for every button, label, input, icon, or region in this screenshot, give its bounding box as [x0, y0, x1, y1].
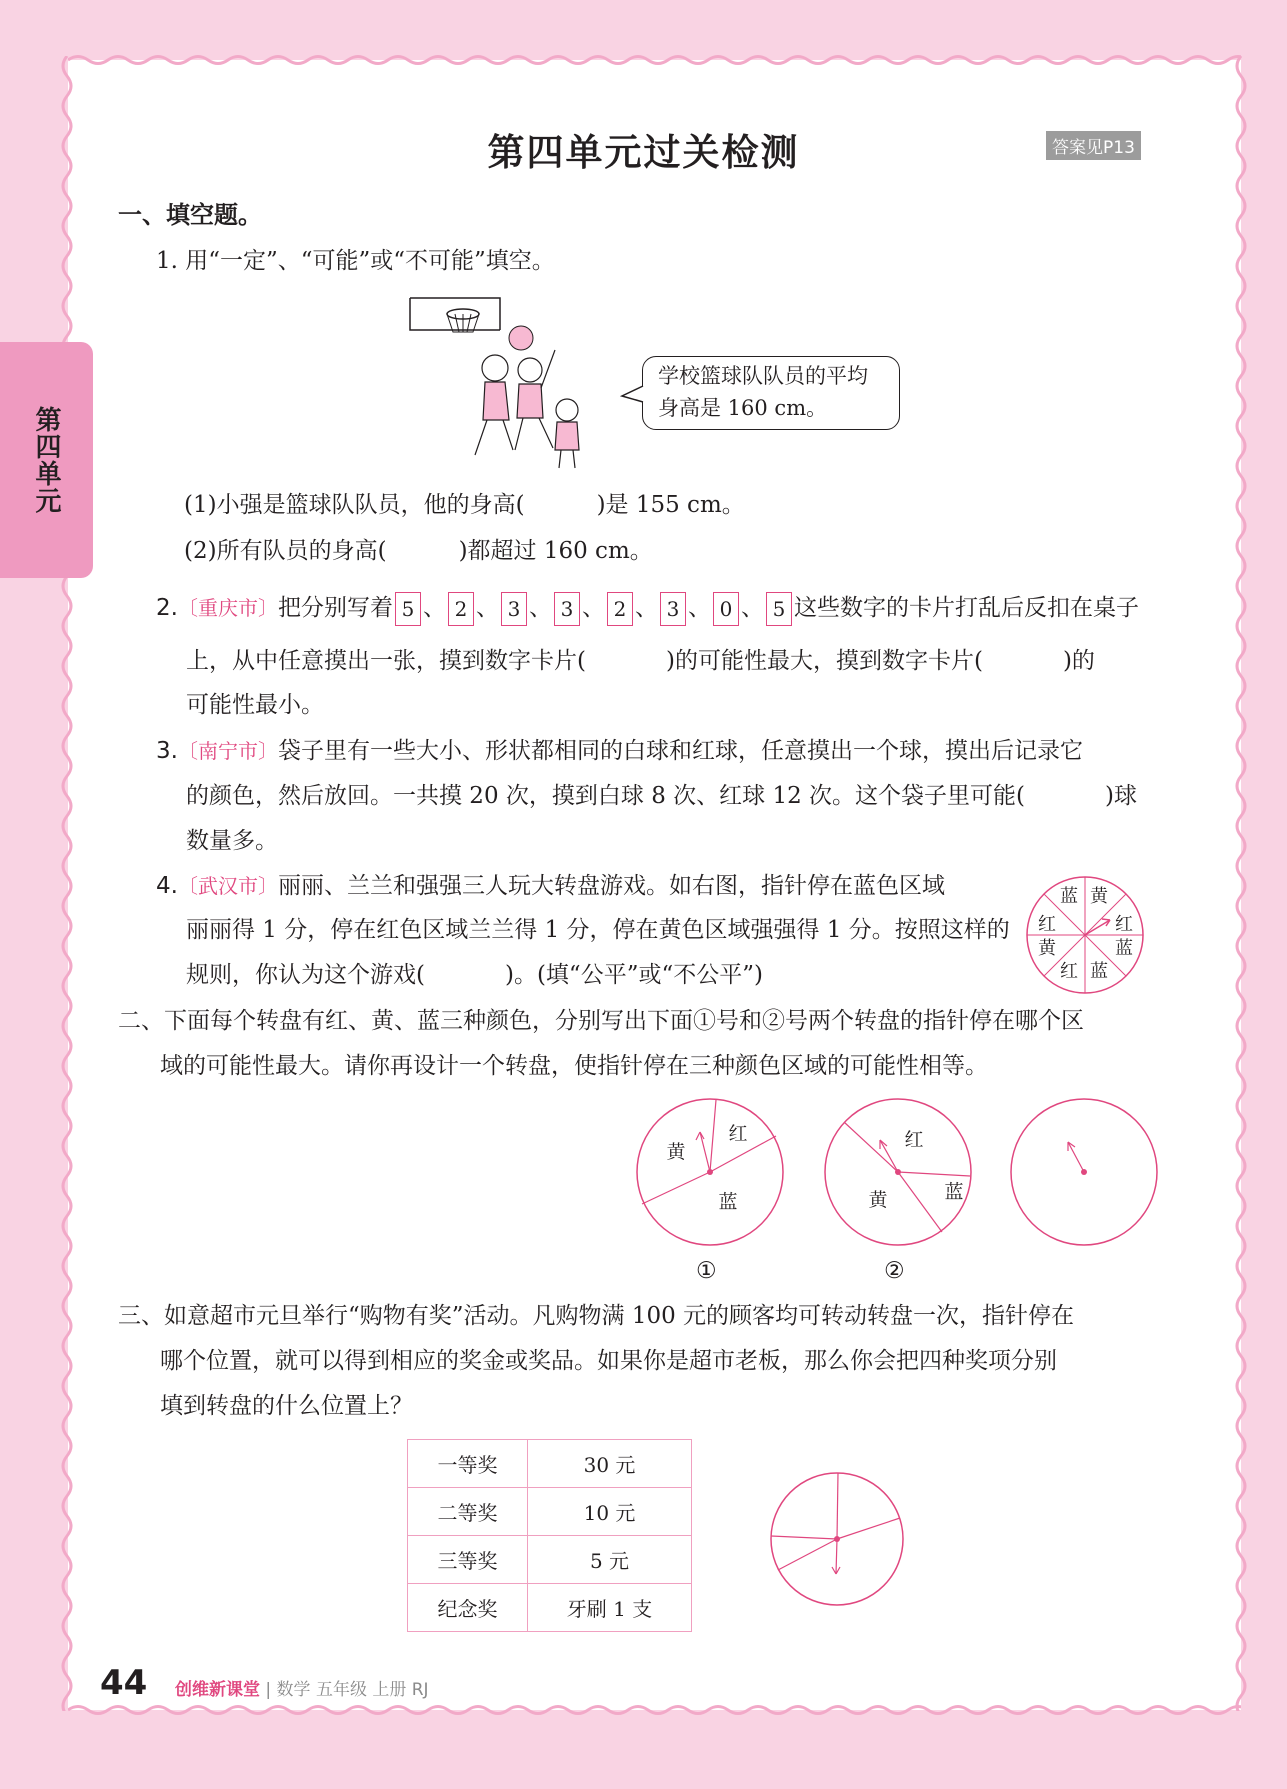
number-card: 2	[607, 592, 633, 626]
q4-label-lan-3: 蓝	[1090, 961, 1108, 982]
card-separator: 、	[475, 595, 499, 621]
prize-value: 10 元	[528, 1488, 692, 1536]
q4-label-hong-3: 红	[1060, 961, 1078, 982]
section2-line2: 域的可能性最大。请你再设计一个转盘，使指针停在三种颜色区域的可能性相等。	[160, 1053, 988, 1079]
number-card: 5	[395, 592, 421, 626]
q4-line1	[156, 871, 945, 901]
q1-sub2-pre: (2)所有队员的身高(	[184, 538, 387, 564]
basketball-icon	[509, 326, 533, 350]
table-row	[408, 1584, 692, 1632]
q2-line2-a: 上，从中任意摸出一张，摸到数字卡片(	[186, 648, 586, 674]
number-card: 0	[713, 592, 739, 626]
spinner-2-label-huang: 黄	[868, 1189, 888, 1211]
unit-side-tab-label: 第四单元	[31, 406, 61, 514]
number-card: 3	[501, 592, 527, 626]
spinner-2-label-hong: 红	[904, 1129, 924, 1151]
q1-sub1-post: )是 155 cm。	[596, 492, 745, 518]
section3-line3: 填到转盘的什么位置上？	[160, 1393, 413, 1419]
spinner-1-label-lan: 蓝	[718, 1191, 738, 1213]
q3-line1-text: 袋子里有一些大小、形状都相同的白球和红球，任意摸出一个球，摸出后记录它	[277, 738, 1083, 764]
card-separator: 、	[422, 595, 446, 621]
spinner-3-blank[interactable]	[1008, 1096, 1160, 1248]
wavy-border-left	[58, 56, 76, 1711]
q1-stem: 1. 用“一定”、“可能”或“不可能”填空。	[156, 248, 555, 274]
spinner-2	[822, 1096, 974, 1248]
q3-line2-a: 的颜色，然后放回。一共摸 20 次，摸到白球 8 次、红球 12 次。这个袋子里可能(	[186, 783, 1026, 809]
number-card: 3	[660, 592, 686, 626]
wavy-border-top	[68, 52, 1241, 68]
spinner-1	[634, 1096, 786, 1248]
basketball-hoop-icon	[410, 298, 500, 332]
footer-subject: | 数学 五年级 上册 RJ	[265, 1680, 429, 1700]
q2-line2-c: )的	[1062, 648, 1095, 674]
wavy-border-bottom	[68, 1702, 1241, 1718]
prize-name: 三等奖	[408, 1536, 528, 1584]
number-card: 2	[448, 592, 474, 626]
bubble-line-1: 学校篮球队队员的平均	[658, 364, 868, 388]
unit-side-tab	[0, 342, 93, 578]
prize-name: 纪念奖	[408, 1584, 528, 1632]
q4-label-hong-2: 红	[1115, 914, 1133, 935]
q3-line1	[156, 736, 1083, 766]
q2-line2-b: )的可能性最大，摸到数字卡片(	[665, 648, 983, 674]
q3-line3: 数量多。	[186, 828, 278, 854]
number-card: 5	[766, 592, 792, 626]
q4-line3-a: 规则，你认为这个游戏(	[186, 962, 425, 988]
q1-sub2	[184, 536, 653, 566]
q3-number: 3.	[156, 738, 178, 764]
q4-label-hong-1: 红	[1038, 914, 1056, 935]
spinner-2-caption: ②	[884, 1258, 905, 1284]
q4-label-lan-1: 蓝	[1060, 886, 1078, 907]
q2-line1	[156, 590, 1139, 626]
prize-table	[407, 1439, 692, 1632]
card-separator: 、	[528, 595, 552, 621]
q1-sub2-post: )都超过 160 cm。	[458, 538, 653, 564]
q4-line2: 丽丽得 1 分，停在红色区域兰兰得 1 分，停在黄色区域强强得 1 分。按照这样的	[186, 917, 1010, 943]
section3-line2: 哪个位置，就可以得到相应的奖金或奖品。如果你是超市老板，那么你会把四种奖项分别	[160, 1348, 1057, 1374]
q3-line2-b: )球	[1105, 783, 1137, 809]
q3-line2	[186, 781, 1137, 811]
spinner-1-label-huang: 黄	[666, 1141, 686, 1163]
page-title: 第四单元过关检测	[487, 131, 800, 174]
speech-bubble-text	[658, 360, 868, 424]
prize-name: 一等奖	[408, 1440, 528, 1488]
card-separator: 、	[687, 595, 711, 621]
q2-post: 这些数字的卡片打乱后反扣在桌子	[793, 595, 1139, 621]
prize-spinner[interactable]	[768, 1470, 906, 1608]
q4-spinner	[1024, 874, 1146, 996]
section3-line1: 三、如意超市元旦举行“购物有奖”活动。凡购物满 100 元的顾客均可转动转盘一次，指针停在	[118, 1303, 1075, 1329]
q3-city-tag: 〔南宁市〕	[177, 739, 278, 763]
card-separator: 、	[634, 595, 658, 621]
prize-value: 30 元	[528, 1440, 692, 1488]
bubble-line-2: 身高是 160 cm。	[658, 396, 828, 420]
answer-reference-badge: 答案见P13	[1046, 131, 1141, 160]
spinner-1-label-hong: 红	[728, 1123, 748, 1145]
q4-city-tag: 〔武汉市〕	[177, 874, 278, 898]
q4-line3	[186, 960, 763, 990]
prize-value: 牙刷 1 支	[528, 1584, 692, 1632]
q4-label-huang-1: 黄	[1090, 886, 1108, 907]
table-row	[408, 1440, 692, 1488]
card-separator: 、	[581, 595, 605, 621]
footer-info	[175, 1675, 429, 1700]
basketball-players-illustration	[405, 290, 605, 470]
q2-line2	[186, 646, 1095, 676]
footer-brand: 创维新课堂	[175, 1680, 260, 1700]
spinner-1-caption: ①	[696, 1258, 717, 1284]
q2-number: 2.	[156, 595, 178, 621]
q4-line1-text: 丽丽、兰兰和强强三人玩大转盘游戏。如右图，指针停在蓝色区域	[277, 873, 945, 899]
table-row	[408, 1536, 692, 1584]
number-card: 3	[554, 592, 580, 626]
prize-name: 二等奖	[408, 1488, 528, 1536]
q4-label-lan-2: 蓝	[1115, 938, 1133, 959]
q1-sub1-pre: (1)小强是篮球队队员，他的身高(	[184, 492, 525, 518]
q2-pre: 把分别写着	[277, 595, 393, 621]
section2-line1: 二、下面每个转盘有红、黄、蓝三种颜色，分别写出下面①号和②号两个转盘的指针停在哪个区	[118, 1008, 1084, 1034]
card-separator: 、	[740, 595, 764, 621]
page-number: 44	[100, 1663, 148, 1703]
q4-number: 4.	[156, 873, 178, 899]
q4-label-huang-2: 黄	[1038, 938, 1056, 959]
speech-bubble-tail	[620, 382, 644, 406]
q2-line3: 可能性最小。	[186, 692, 324, 718]
q2-city-tag: 〔重庆市〕	[177, 596, 278, 620]
player-figures-icon	[475, 350, 579, 468]
table-row	[408, 1488, 692, 1536]
section1-heading: 一、填空题。	[118, 201, 262, 229]
q1-sub1	[184, 490, 745, 520]
q4-line3-b: )。(填“公平”或“不公平”)	[504, 962, 763, 988]
wavy-border-right	[1232, 56, 1250, 1711]
spinner-2-label-lan: 蓝	[944, 1181, 964, 1203]
prize-value: 5 元	[528, 1536, 692, 1584]
